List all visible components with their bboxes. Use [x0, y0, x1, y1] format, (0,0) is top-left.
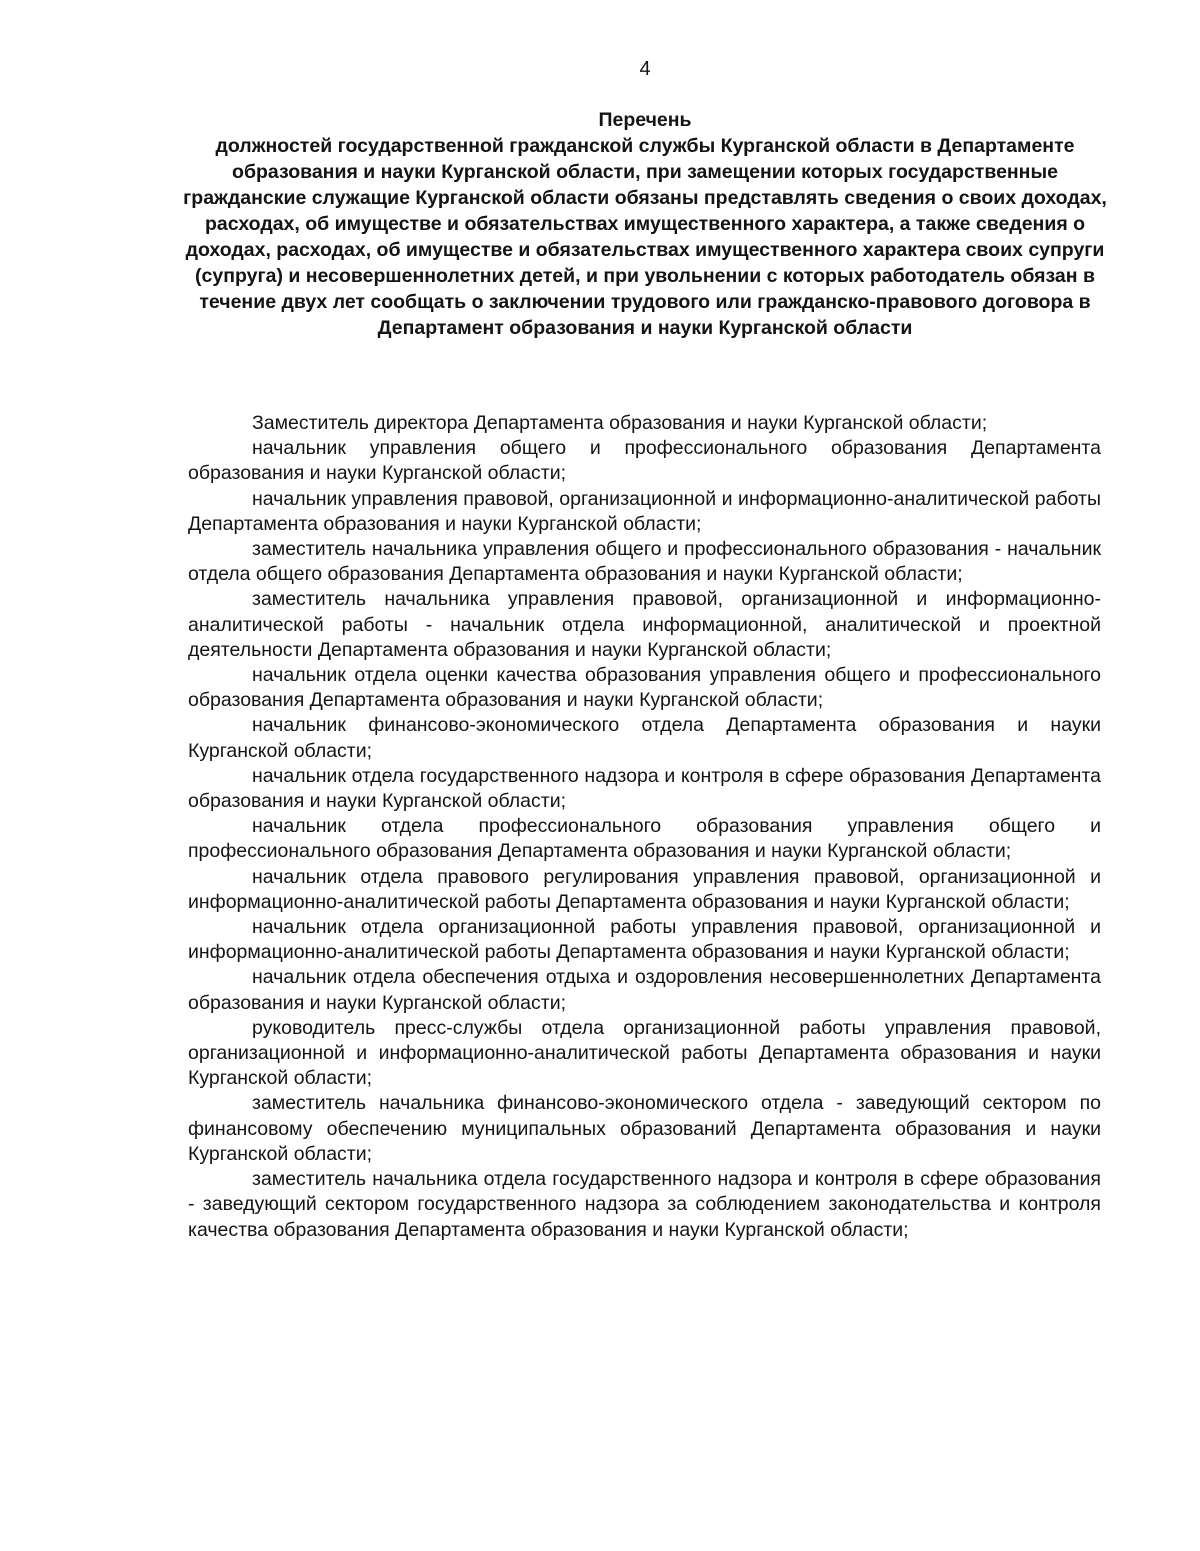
page-number: 4	[639, 58, 651, 80]
position-item: руководитель пресс-службы отдела организационной работы управления правовой, организационной и информационно-аналитической работы Департамента образования и науки Курганской области;	[188, 1016, 1101, 1090]
position-item: начальник отдела обеспечения отдыха и оздоровления несовершеннолетних Департамента образования и науки Курганской области;	[188, 966, 1101, 1014]
document-heading	[170, 107, 1120, 341]
heading-body: должностей государственной гражданской службы Курганской области в Департаменте образования и науки Курганской области, при замещении которых государственные гражданские служащие Курганской области обязаны представлять сведения о своих доходах, расходах, об имуществе и обязательствах имущественного характера, а также сведения о доходах, расходах, об имуществе и обязательствах имущественного характера своих супруги (супруга) и несовершеннолетних детей, и при увольнении с которых работодатель обязан в течение двух лет сообщать о заключении трудового или гражданско-правового договора в Департамент образования и науки Курганской области	[183, 135, 1107, 339]
position-item: Заместитель директора Департамента образования и науки Курганской области;	[252, 412, 988, 434]
position-item: начальник отдела оценки качества образования управления общего и профессионального образования Департамента образования и науки Курганской области;	[188, 664, 1101, 712]
position-item: заместитель начальника отдела государственного надзора и контроля в сфере образования - заведующий сектором государственного надзора за соблюдением законодательства и контроля качества образования Департамента образования и науки Курганской области;	[188, 1168, 1101, 1241]
heading-title: Перечень	[598, 109, 692, 131]
positions-list	[188, 411, 1101, 1243]
position-item: заместитель начальника управления общего и профессионального образования - начальник отдела общего образования Департамента образования и науки Курганской области;	[188, 538, 1101, 586]
position-item: начальник управления общего и профессионального образования Департамента образования и науки Курганской области;	[188, 437, 1101, 485]
position-item: заместитель начальника управления правовой, организационной и информационно-аналитической работы - начальник отдела информационной, аналитической и проектной деятельности Департамента образования и науки Курганской области;	[188, 588, 1101, 661]
position-item: начальник финансово-экономического отдела Департамента образования и науки Курганской области;	[188, 714, 1101, 762]
position-item: начальник отдела профессионального образования управления общего и профессионального образования Департамента образования и науки Курганской области;	[188, 815, 1101, 863]
position-item: начальник отдела организационной работы управления правовой, организационной и информационно-аналитической работы Департамента образования и науки Курганской области;	[188, 916, 1101, 964]
position-item: начальник управления правовой, организационной и информационно-аналитической работы Департамента образования и науки Курганской области;	[188, 487, 1101, 535]
position-item: начальник отдела государственного надзора и контроля в сфере образования Департамента образования и науки Курганской области;	[188, 764, 1101, 813]
position-item: заместитель начальника финансово-экономического отдела - заведующий сектором по финансовому обеспечению муниципальных образований Департамента образования и науки Курганской области;	[188, 1092, 1101, 1165]
position-item: начальник отдела правового регулирования управления правовой, организационной и информационно-аналитической работы Департамента образования и науки Курганской области;	[188, 865, 1101, 913]
